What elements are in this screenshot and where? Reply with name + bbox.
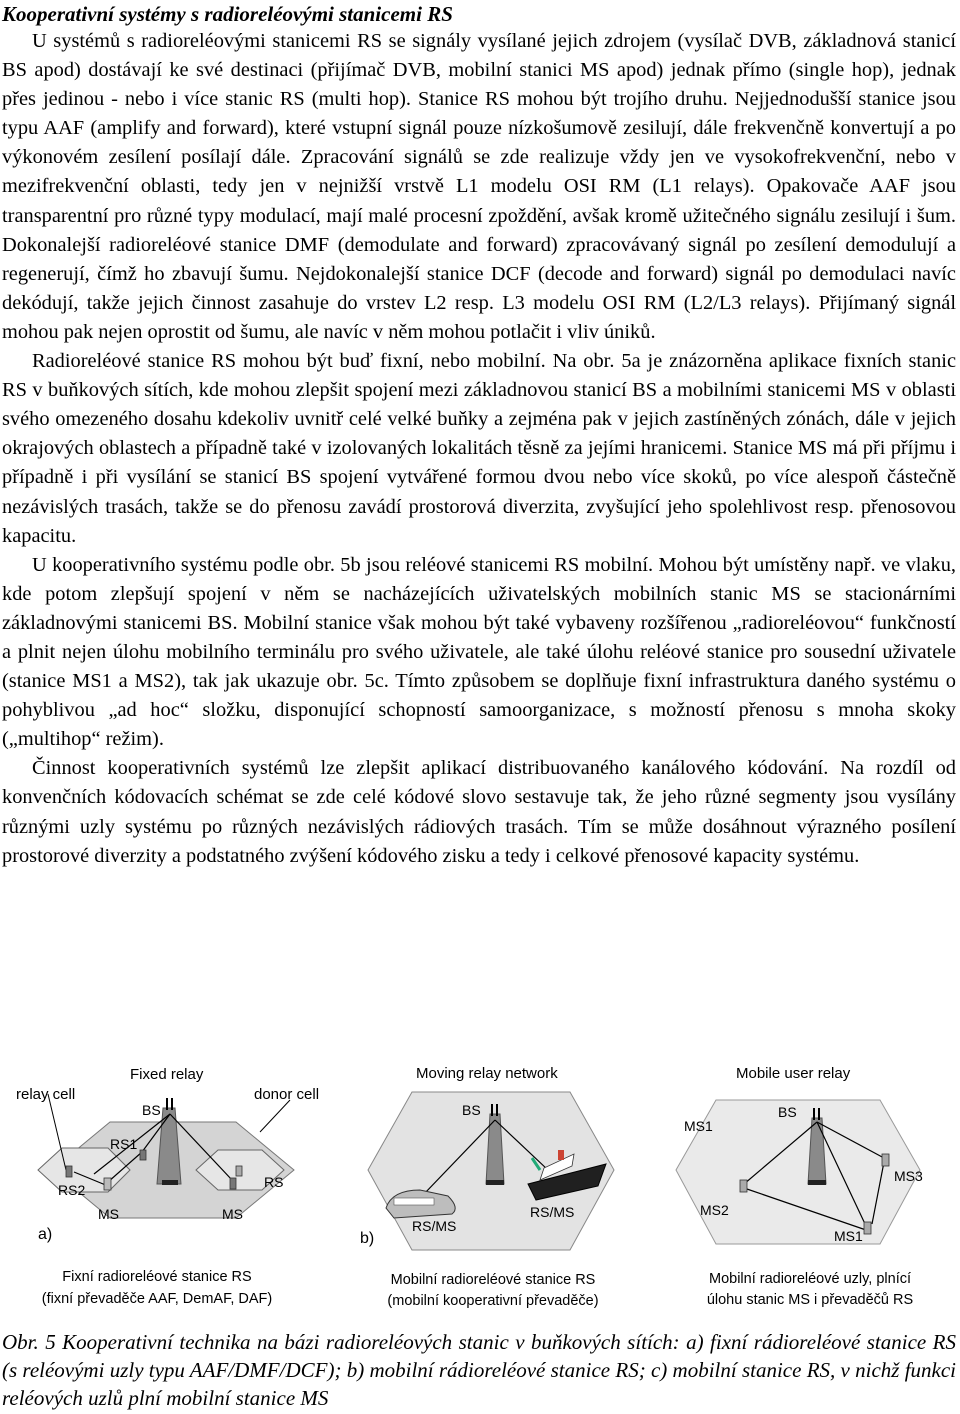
rs2-device <box>66 1166 72 1177</box>
panel-a-caption-line2: (fixní převaděče AAF, DemAF, DAF) <box>41 1291 273 1307</box>
donor-cell-pointer <box>260 1100 290 1132</box>
rs-label: RS <box>264 1174 284 1190</box>
section-title: Kooperativní systémy s radioreléovými stanicemi RS <box>2 2 453 26</box>
paragraph: Činnost kooperativních systémů lze zlepšit aplikací distribuovaného kanálového kódování. Na rozdíl od konvenčních kódovacích schémat se zde celé kódové slovo sestavuje tak, že jeho různé segmenty jsou vysílány různými uzly systému po různých nezávislých rádiových trasách. Tím se může dosáhnout výrazného posílení prostorové diverzity a podstatného zvýšení kódového zisku a tedy i celkové přenosové kapacity systému. <box>2 757 956 867</box>
body-text <box>2 27 956 871</box>
bs-label-b: BS <box>462 1102 481 1118</box>
moving-relay-title: Moving relay network <box>416 1065 558 1082</box>
fixed-relay-title: Fixed relay <box>130 1066 204 1083</box>
ms3-device <box>882 1154 889 1166</box>
panel-b-drawing <box>368 1092 614 1250</box>
ms-label-left: MS <box>98 1206 119 1222</box>
ms2-label: MS2 <box>700 1202 729 1218</box>
rs-ms-label-left: RS/MS <box>412 1218 457 1234</box>
ms1-label-top: MS1 <box>684 1118 713 1134</box>
rs2-label: RS2 <box>58 1182 86 1198</box>
relay-cell-label: relay cell <box>16 1086 76 1103</box>
paragraph: U kooperativního systému podle obr. 5b jsou reléové stanicemi RS mobilní. Mohou být umístěny např. ve vlaku, kde potom zlepšují spojení v něm se nacházejících uživatelských mobilních stanic MS se stacionárními základnovými stanicemi BS. Mobilní stanice však mohou být také vybaveny rozšířenou „radioreléovou“ funkčností a plnit nejen úlohu mobilního terminálu pro svého uživatele, ale také úlohu reléové stanice pro sousední uživatele (stanice MS1 a MS2), tak jak ukazuje obr. 5c. Tímto způsobem se doplňuje fixní infrastruktura daného systému o pohyblivou „ad hoc“ složku, disponující schopností samoorganizace, s možností přenosu s mnoha skoky („multihop“ režim). <box>2 553 956 751</box>
ms3-label: MS3 <box>894 1168 923 1184</box>
rs-device <box>236 1166 242 1176</box>
rs1-label: RS1 <box>110 1136 138 1152</box>
panel-a-caption-line1: Fixní radioreléové stanice RS <box>62 1269 252 1285</box>
rs-ms-label-right: RS/MS <box>530 1204 575 1220</box>
ms1-device <box>864 1222 871 1234</box>
ms-device-left <box>104 1178 111 1190</box>
panel-a-drawing <box>38 1094 294 1218</box>
donor-cell-label: donor cell <box>254 1086 320 1103</box>
panel-b-caption-line1: Mobilní radioreléové stanice RS <box>390 1272 596 1288</box>
paragraph: U systémů s radioreléovými stanicemi RS se signály vysílané jejich zdrojem (vysílač DVB, základnová stanicí BS apod) dostávají ke své destinaci (přijímač DVB, mobilní stanici MS apod) jednak přímo (single hop), jednak přes jedinou - nebo i více stanic RS (multi hop). Stanice RS mohou být trojího druhu. Nejjednodušší stanice jsou typu AAF (amplify and forward), které vstupní signál pouze nízkošumově zesilují, dále frekvenčně konvertují a po výkonovém zesílení posílají dále. Zpracování signálů se zde realizuje vždy jen ve vysokofrekvenční, nebo v mezifrekvenční oblasti, tedy jen v nejnižší vrstvě L1 modelu OSI RM (L1 relays). Opakovače AAF jsou transparentní pro různé typy modulací, mají malé procesní zpoždění, avšak kromě užitečného signálu zesilují i šum. Dokonalejší radioreléové stanice DMF (demodulate and forward) zpracovávaný signál po zesílení demodulují a regenerují, čímž ho zbavují šumu. Nejdokonalejší stanice DCF (decode and forward) signál po demodulaci navíc dekódují, takže jejich činnost zasahuje do vrstev L2 resp. L3 modelu OSI RM (L2/L3 relays). Přijímaný signál mohou pak nejen oprostit od šumu, ale navíc v něm mohou potlačit i vliv úniků. <box>2 30 956 343</box>
panel-b-caption-line2: (mobilní kooperativní převaděče) <box>387 1293 599 1309</box>
mobile-user-relay-title: Mobile user relay <box>736 1065 851 1082</box>
bs-tower <box>157 1108 181 1184</box>
ms1-label-bottom: MS1 <box>834 1228 863 1244</box>
ms2-device <box>740 1180 747 1192</box>
bs-label-a: BS <box>142 1102 161 1118</box>
panel-a-tag: a) <box>38 1226 53 1243</box>
ms-device-right <box>230 1178 236 1189</box>
figure-5 <box>0 1058 960 1320</box>
panel-c-caption-line2: úlohu stanic MS i převaděčů RS <box>706 1292 914 1308</box>
panel-c-caption-line1: Mobilní radioreléové uzly, plnící <box>708 1271 912 1287</box>
figure-caption: Obr. 5 Kooperativní technika na bázi radioreléových stanic v buňkových sítích: a) fixní rádioreléové stanice RS (s reléovými uzly typu AAF/DMF/DCF); b) mobilní rádioreléové stanice RS; c) mobilní stanice RS, v nichž funkci reléových uzlů plní mobilní stanice MS <box>2 1330 956 1410</box>
ms-label-right: MS <box>222 1206 243 1222</box>
bs-label-c: BS <box>778 1104 797 1120</box>
rs1-device <box>140 1150 146 1160</box>
paragraph: Radioreléové stanice RS mohou být buď fixní, nebo mobilní. Na obr. 5a je znázorněna aplikace fixních stanic RS v buňkových sítích, kde mohou zlepšit spojení mezi základnovou stanicí BS a mobilními stanicemi MS v oblasti svého omezeného dosahu kdekoliv uvnitř celé velké buňky a zejména pak v jejich zastíněných zónách, dále v jejich okrajových oblastech a případně také v izolovaných lokalitách těsně za jejími hranicemi. Stanice MS má při příjmu i případně i při vysílání se stanicí BS spojení vytvářené formou dvou nebo více skoků, po více alespoň částečně nezávislých trasách, takže se do přenosu zavádí prostorová diverzita, zvyšující jeho spolehlivost resp. přenosovou kapacitu. <box>2 350 956 547</box>
panel-b-tag: b) <box>360 1230 375 1247</box>
